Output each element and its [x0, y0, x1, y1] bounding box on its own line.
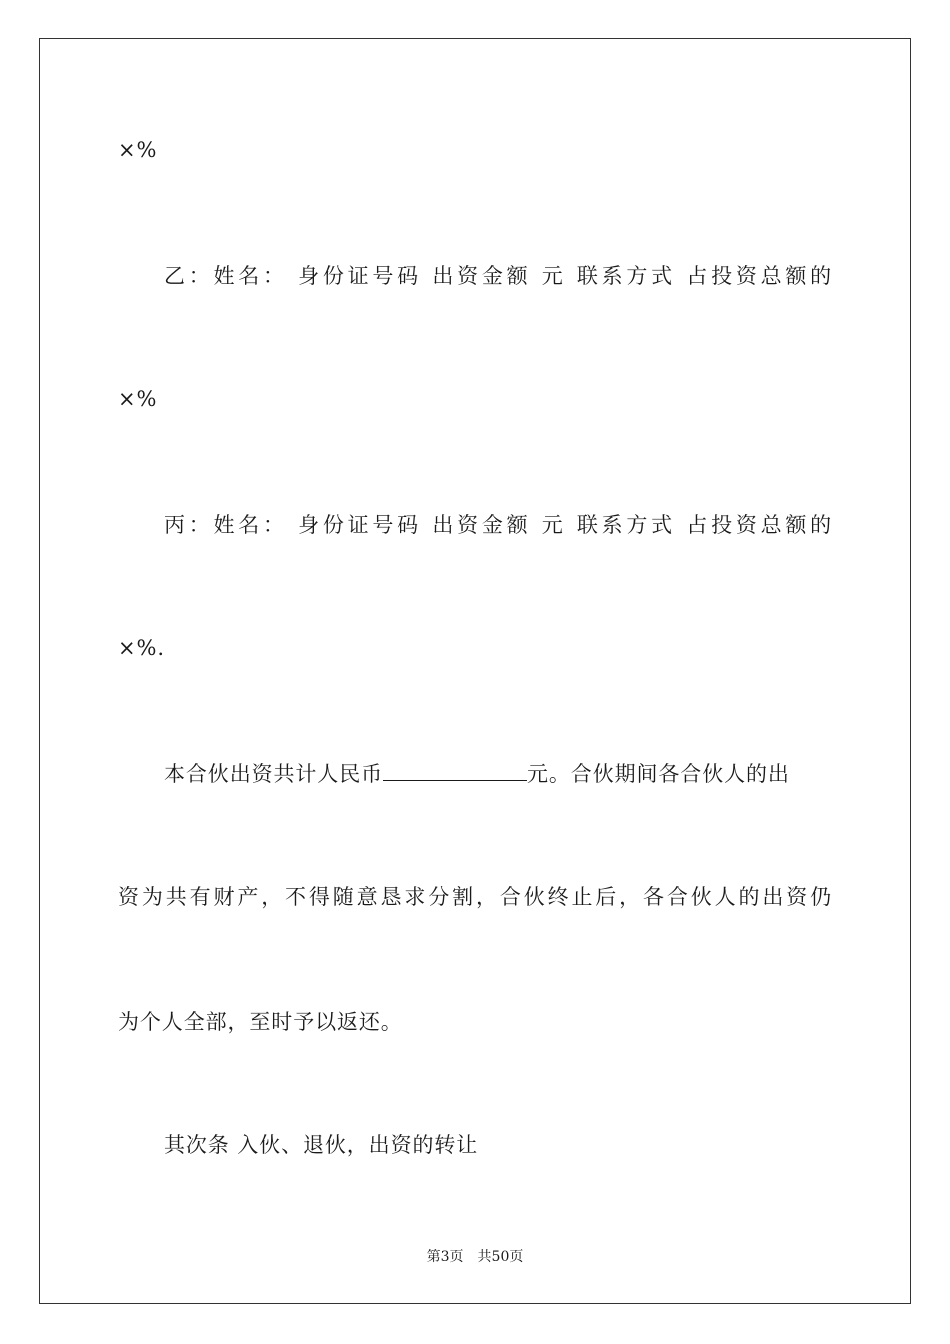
contribution-text-before: 本合伙出资共计人民币 [164, 762, 383, 786]
contribution-line [164, 760, 790, 788]
partner-c-line: 丙：姓名： 身份证号码 出资金额 元 联系方式 占投资总额的 [164, 513, 832, 537]
percent-line-3: ×%. [118, 636, 165, 660]
page-border [39, 38, 911, 1304]
page-total: 共50页 [477, 1249, 524, 1265]
page-number: 第3页 [426, 1249, 464, 1265]
percent-line-2: ×% [118, 387, 158, 411]
section-heading: 其次条 入伙、退伙，出资的转让 [164, 1133, 479, 1157]
page-footer [0, 1248, 950, 1266]
partner-b-line: 乙：姓名： 身份证号码 出资金额 元 联系方式 占投资总额的 [164, 264, 832, 288]
body-line-shared-property: 资为共有财产，不得随意恳求分割，合伙终止后，各合伙人的出资仍 [118, 885, 832, 909]
amount-blank [383, 760, 527, 781]
body-line-return: 为个人全部，至时予以返还。 [118, 1010, 403, 1034]
contribution-text-after: 元。合伙期间各合伙人的出 [527, 762, 790, 786]
percent-line-1: ×% [118, 138, 158, 162]
